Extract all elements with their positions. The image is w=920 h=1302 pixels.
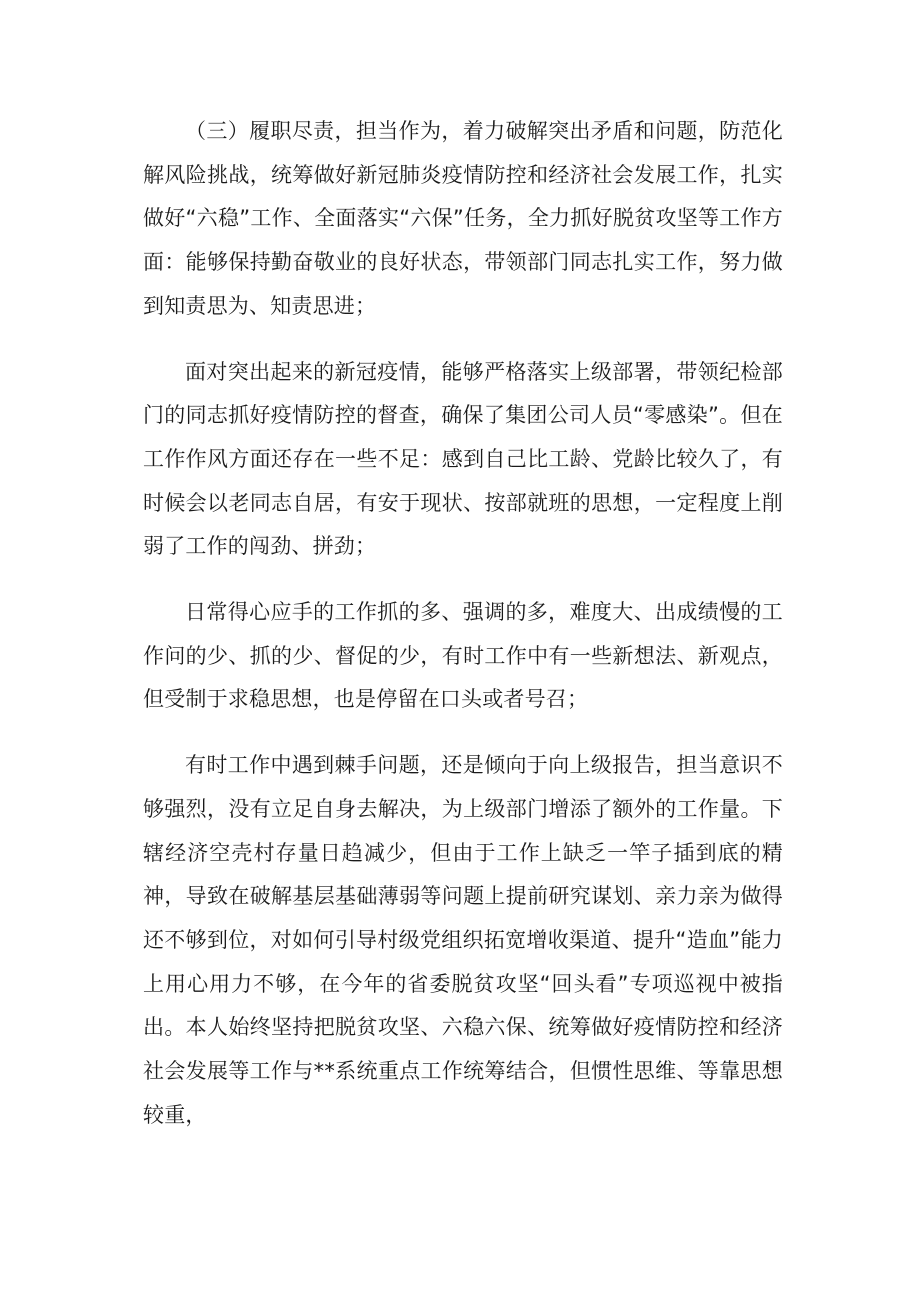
paragraph-difficult-issues: 有时工作中遇到棘手问题，还是倾向于向上级报告，担当意识不够强烈，没有立足自身去解决，为上级部门增添了额外的工作量。下辖经济空壳村存量日趋减少，但由于工作上缺乏一竿子插到底的精神，导致在破解基层基础薄弱等问题上提前研究谋划、亲力亲为做得还不够到位，对如何引导村级党组织拓宽增收渠道、提升“造血”能力上用心用力不够，在今年的省委脱贫攻坚“回头看”专项巡视中被指出。本人始终坚持把脱贫攻坚、六稳六保、统筹做好疫情防控和经济社会发展等工作与**系统重点工作统筹结合，但惯性思维、等靠思想较重， [143,753,783,1127]
paragraph-responsibility: （三）履职尽责，担当作为，着力破解突出矛盾和问题，防范化解风险挑战，统筹做好新冠肺炎疫情防控和经济社会发展工作，扎实做好“六稳”工作、全面落实“六保”任务，全力抓好脱贫攻坚等工作方面：能够保持勤奋敬业的良好状态，带领部门同志扎实工作，努力做到知责思为、知责思进； [143,119,783,318]
paragraph-daily-work: 日常得心应手的工作抓的多、强调的多，难度大、出成绩慢的工作问的少、抓的少、督促的少，有时工作中有一些新想法、新观点，但受制于求稳思想，也是停留在口头或者号召； [143,600,783,712]
document-body [143,110,783,1137]
paragraph-epidemic-control: 面对突出起来的新冠疫情，能够严格落实上级部署，带领纪检部门的同志抓好疫情防控的督查，确保了集团公司人员“零感染”。但在工作作风方面还存在一些不足：感到自己比工龄、党龄比较久了，有时候会以老同志自居，有安于现状、按部就班的思想，一定程度上削弱了工作的闯劲、拼劲； [143,359,783,559]
